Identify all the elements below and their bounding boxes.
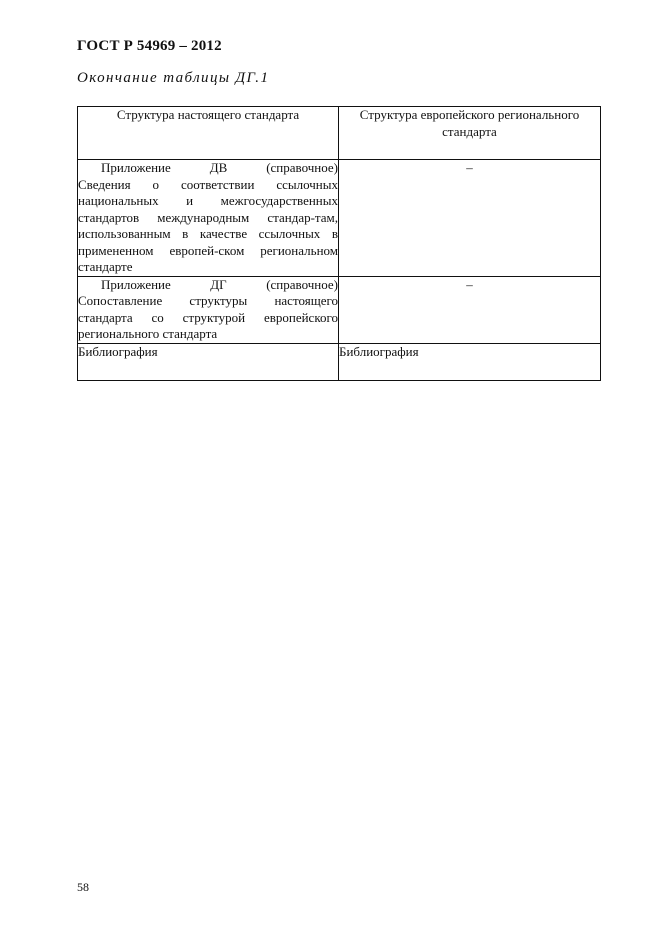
row-bibliography-left: Библиография [78,343,339,380]
row-appendix-dg-right: – [339,276,601,343]
page-number: 58 [77,880,89,894]
row-bibliography-right: Библиография [339,343,601,380]
table-caption: Окончание таблицы ДГ.1 [77,70,270,86]
column-header-european-standard: Структура европейского регионального стандарта [339,107,601,160]
structure-comparison-table-container [77,106,600,396]
table-row [78,343,601,380]
appendix-dv-description: Сведения о соответствии ссылочных национальных и межгосударственных стандартов международным стандар-там, использованным в качестве ссылочных в примененном европей-ском региональном стандарте [78,176,338,274]
row-appendix-dg-left [78,276,339,343]
appendix-dg-title: Приложение ДГ (справочное) [101,276,338,292]
table-row [78,160,601,277]
table-header-row [78,107,601,160]
row-appendix-dv-left [78,160,339,277]
structure-comparison-table [77,106,601,381]
appendix-dv-title: Приложение ДВ (справочное) [101,160,338,175]
appendix-dg-description: Сопоставление структуры настоящего стандарта со структурой европейского регионального стандарта [78,293,338,341]
column-header-current-standard: Структура настоящего стандарта [78,107,339,160]
table-row [78,276,601,343]
document-header: ГОСТ Р 54969 – 2012 [77,38,222,54]
row-appendix-dv-right: – [339,160,601,277]
